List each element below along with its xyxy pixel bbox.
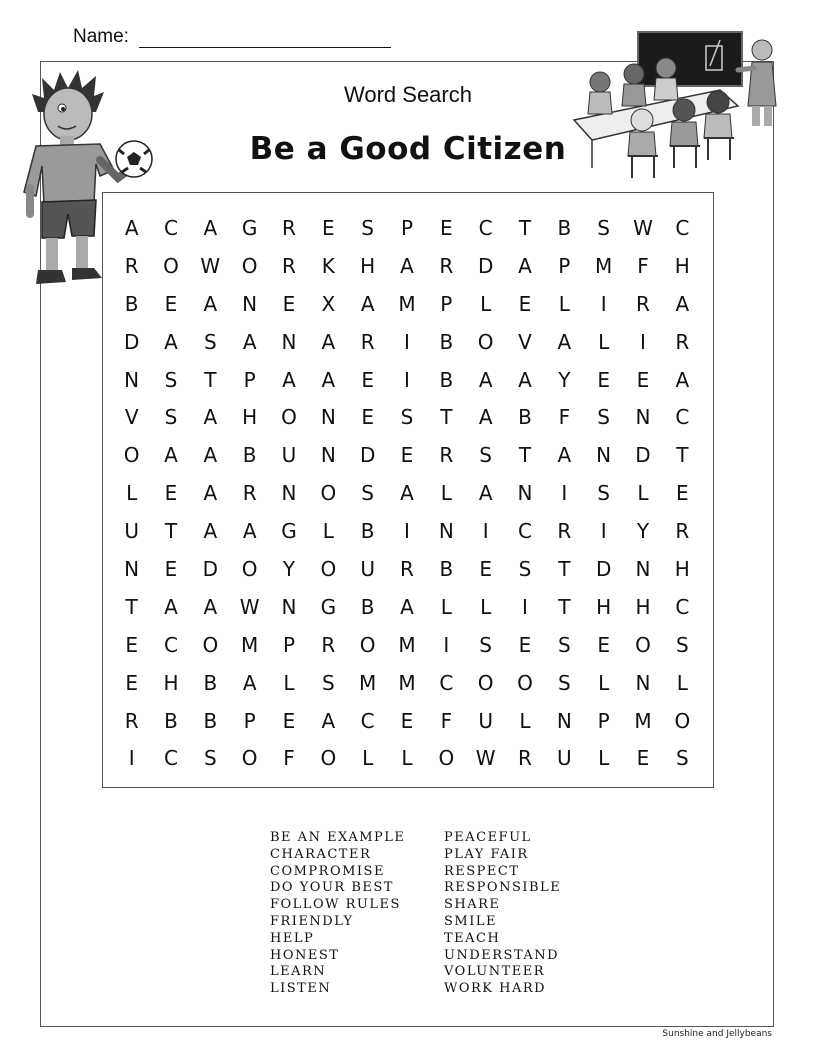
grid-letter[interactable]: T [676,443,689,468]
grid-letter[interactable]: F [283,746,295,771]
grid-letter[interactable]: L [322,519,334,544]
grid-letter[interactable]: C [360,708,375,733]
grid-letter[interactable]: R [557,519,572,544]
grid-letter[interactable]: B [360,519,375,544]
grid-letter[interactable]: R [124,708,139,733]
grid-letter[interactable]: A [282,367,296,392]
grid-letter[interactable]: C [518,519,532,544]
grid-letter[interactable]: O [241,253,258,278]
word-list-item: FOLLOW RULES [270,897,401,913]
grid-letter[interactable]: X [321,291,336,316]
grid-letter[interactable]: A [203,443,218,468]
word-list-item: PLAY FAIR [444,846,529,862]
grid-letter[interactable]: N [320,443,336,468]
grid-letter[interactable]: M [359,670,377,695]
grid-letter[interactable]: B [242,443,257,468]
credit-text: Sunshine and Jellybeans [662,1029,772,1039]
grid-letter[interactable]: A [164,329,178,354]
grid-letter[interactable]: S [597,481,610,506]
grid-letter[interactable]: S [321,670,335,695]
grid-letter[interactable]: S [164,367,178,392]
grid-letter[interactable]: E [361,405,374,430]
grid-letter[interactable]: E [125,670,138,695]
grid-letter[interactable]: U [557,746,572,771]
grid-letter[interactable]: P [558,253,571,278]
grid-letter[interactable]: O [438,746,455,771]
grid-letter[interactable]: I [404,367,410,392]
grid-letter[interactable]: S [675,746,689,771]
grid-letter[interactable]: N [438,519,454,544]
grid-letter[interactable]: I [404,519,410,544]
grid-letter[interactable]: I [600,519,607,544]
grid-letter[interactable]: B [124,291,139,316]
grid-letter[interactable]: T [164,519,178,544]
grid-letter[interactable]: L [440,594,452,619]
grid-letter[interactable]: H [163,670,179,695]
grid-letter[interactable]: I [482,519,489,544]
grid-letter[interactable]: O [320,746,337,771]
grid-letter[interactable]: A [242,670,257,695]
grid-letter[interactable]: A [124,216,139,240]
grid-letter[interactable]: U [281,443,297,468]
grid-letter[interactable]: A [518,253,532,278]
grid-letter[interactable]: G [281,519,297,544]
word-list-column-a [270,830,405,998]
grid-letter[interactable]: P [243,708,256,733]
word-list-item: UNDERSTAND [444,947,560,963]
grid-letter[interactable]: L [440,481,452,506]
grid-letter[interactable]: B [203,708,218,733]
grid-letter[interactable]: E [518,291,532,316]
grid-letter[interactable]: M [398,291,416,316]
grid-letter[interactable]: A [321,329,336,354]
grid-letter[interactable]: R [400,557,414,582]
grid-letter[interactable]: O [202,632,219,657]
grid-letter[interactable]: O [359,632,376,657]
grid-letter[interactable]: I [128,746,135,771]
grid-letter[interactable]: P [597,708,610,733]
grid-letter[interactable]: R [518,746,532,771]
grid-letter[interactable]: C [164,632,178,657]
grid-letter[interactable]: F [637,253,649,278]
grid-letter[interactable]: A [242,329,257,354]
grid-letter[interactable]: S [361,216,374,240]
grid-letter[interactable]: L [598,670,610,695]
grid-letter[interactable]: S [361,481,374,506]
grid-letter[interactable]: I [600,291,607,316]
grid-letter[interactable]: S [203,329,217,354]
grid-letter[interactable]: H [596,594,612,619]
word-list-item: RESPECT [444,863,520,879]
word-list-item: VOLUNTEER [444,964,546,980]
grid-letter[interactable]: N [281,594,297,619]
grid-letter[interactable]: Y [282,557,296,582]
grid-letter[interactable]: L [283,670,295,695]
grid-letter[interactable]: A [478,367,493,392]
grid-letter[interactable]: N [242,291,258,316]
word-list-item: FRIENDLY [270,913,354,929]
grid-letter[interactable]: V [124,405,139,430]
grid-letter[interactable]: A [164,443,178,468]
grid-letter[interactable]: C [675,405,690,430]
word-list-item: HONEST [270,947,340,963]
word-list-item: WORK HARD [444,981,547,997]
grid-letter[interactable]: R [282,216,296,240]
grid-letter[interactable]: S [557,632,571,657]
grid-letter[interactable]: P [282,632,296,657]
grid-letter[interactable]: E [479,557,492,582]
grid-letter[interactable]: C [675,216,690,240]
grid-letter[interactable]: R [675,519,690,544]
grid-letter[interactable]: Y [558,367,571,392]
grid-letter[interactable]: R [282,253,296,278]
grid-letter[interactable]: N [635,557,651,582]
grid-letter[interactable]: T [204,367,217,392]
grid-letter[interactable]: N [635,405,651,430]
grid-letter[interactable]: N [635,670,651,695]
grid-letter[interactable]: F [440,708,453,733]
grid-letter[interactable]: E [282,291,296,316]
grid-letter[interactable]: S [203,746,217,771]
name-line[interactable] [139,29,391,48]
grid-letter[interactable]: H [674,253,690,278]
grid-letter[interactable]: R [360,329,375,354]
grid-letter[interactable]: B [360,594,375,619]
grid-letter[interactable]: A [400,594,414,619]
grid-letter[interactable]: B [439,557,454,582]
grid-letter[interactable]: N [596,443,612,468]
grid-letter[interactable]: S [400,405,414,430]
word-list-item: DO YOUR BEST [270,880,394,896]
grid-letter[interactable]: H [242,405,258,430]
grid-letter[interactable]: A [321,367,336,392]
grid-letter[interactable]: S [597,216,610,240]
word-list-item: BE AN EXAMPLE [270,830,406,845]
grid-letter[interactable]: T [518,216,532,240]
grid-letter[interactable]: L [676,670,688,695]
grid-letter[interactable]: O [320,557,337,582]
grid-letter[interactable]: A [203,216,218,240]
grid-letter[interactable]: E [597,367,610,392]
grid-letter[interactable]: I [522,594,528,619]
grid-letter[interactable]: N [281,329,297,354]
grid-letter[interactable]: R [124,253,139,278]
grid-letter[interactable]: O [241,746,258,771]
letter-grid [112,210,702,778]
grid-letter[interactable]: U [124,519,139,544]
grid-letter[interactable]: E [361,367,374,392]
grid-letter[interactable]: O [674,708,691,733]
grid-letter[interactable]: S [479,632,492,657]
grid-letter[interactable]: K [321,253,335,278]
grid-letter[interactable]: Y [636,519,650,544]
grid-letter[interactable]: R [439,443,454,468]
grid-letter[interactable]: E [164,481,178,506]
grid-letter[interactable]: N [517,481,533,506]
grid-letter[interactable]: A [400,481,414,506]
grid-letter[interactable]: S [479,443,492,468]
grid-letter[interactable]: E [164,291,178,316]
word-list-item: CHARACTER [270,846,372,862]
grid-letter[interactable]: E [164,557,178,582]
grid-letter[interactable]: N [124,557,140,582]
name-field[interactable] [73,26,391,48]
grid-letter[interactable]: T [558,557,571,582]
grid-letter[interactable]: M [398,670,416,695]
grid-letter[interactable]: A [557,329,572,354]
word-list-item: SHARE [444,897,501,913]
grid-letter[interactable]: A [518,367,532,392]
grid-letter[interactable]: A [203,519,218,544]
grid-letter[interactable]: L [480,291,492,316]
grid-letter[interactable]: C [478,216,493,240]
word-list-item: SMILE [444,913,497,929]
grid-letter[interactable]: U [478,708,493,733]
grid-letter[interactable]: M [241,632,259,657]
grid-letter[interactable]: M [595,253,613,278]
grid-letter[interactable]: R [636,291,650,316]
grid-letter[interactable]: B [557,216,572,240]
grid-letter[interactable]: S [164,405,178,430]
grid-letter[interactable]: A [360,291,375,316]
grid-letter[interactable]: O [241,557,258,582]
grid-letter[interactable]: E [440,216,453,240]
grid-letter[interactable]: A [321,708,336,733]
grid-letter[interactable]: R [242,481,257,506]
grid-letter[interactable]: C [675,594,690,619]
grid-letter[interactable]: B [203,670,218,695]
grid-letter[interactable]: D [359,443,376,468]
grid-letter[interactable]: E [400,443,414,468]
grid-letter[interactable]: A [164,594,178,619]
grid-letter[interactable]: N [124,367,140,392]
grid-letter[interactable]: A [203,481,218,506]
grid-letter[interactable]: B [439,329,454,354]
grid-letter[interactable]: O [320,481,337,506]
grid-letter[interactable]: N [556,708,572,733]
grid-letter[interactable]: A [203,594,218,619]
grid-letter[interactable]: U [360,557,375,582]
grid-letter[interactable]: B [518,405,532,430]
grid-letter[interactable]: W [633,216,653,240]
grid-letter[interactable]: B [164,708,178,733]
grid-letter[interactable]: A [203,405,218,430]
grid-letter[interactable]: E [676,481,689,506]
grid-letter[interactable]: L [126,481,138,506]
word-list-item: PEACEFUL [444,830,532,845]
grid-letter[interactable]: O [163,253,179,278]
grid-letter[interactable]: O [477,329,494,354]
grid-letter[interactable]: H [674,557,690,582]
grid-letter[interactable]: G [320,594,337,619]
grid-letter[interactable]: A [478,405,493,430]
grid-letter[interactable]: L [362,746,374,771]
grid-letter[interactable]: L [598,329,610,354]
grid-letter[interactable]: H [360,253,376,278]
grid-letter[interactable]: G [241,216,258,240]
word-list-item: LEARN [270,964,327,980]
grid-letter[interactable]: E [518,632,532,657]
grid-letter[interactable]: O [123,443,140,468]
grid-letter[interactable]: P [440,291,453,316]
grid-letter[interactable]: W [200,253,221,278]
grid-letter[interactable]: S [557,670,571,695]
grid-letter[interactable]: E [597,632,610,657]
grid-letter[interactable]: D [123,329,140,354]
grid-letter[interactable]: S [675,632,689,657]
grid-letter[interactable]: L [519,708,531,733]
grid-letter[interactable]: P [400,216,414,240]
grid-letter[interactable]: C [439,670,454,695]
grid-letter[interactable]: A [478,481,493,506]
grid-letter[interactable]: A [203,291,218,316]
word-list-item: RESPONSIBLE [444,880,562,896]
grid-letter[interactable]: M [398,632,416,657]
grid-letter[interactable]: S [518,557,532,582]
grid-letter[interactable]: T [558,594,571,619]
grid-letter[interactable]: L [480,594,492,619]
grid-letter[interactable]: D [202,557,219,582]
word-list-column-b [444,830,561,998]
worksheet-subtitle: Word Search [344,82,472,107]
grid-letter[interactable]: T [440,405,453,430]
grid-letter[interactable]: I [640,329,646,354]
grid-letter[interactable]: W [239,594,260,619]
grid-letter[interactable]: C [164,746,178,771]
grid-letter[interactable]: E [636,367,650,392]
grid-letter[interactable]: I [404,329,410,354]
grid-letter[interactable]: R [321,632,336,657]
grid-letter[interactable]: R [439,253,454,278]
grid-letter[interactable]: C [164,216,178,240]
grid-letter[interactable]: T [125,594,138,619]
grid-letter[interactable]: E [636,746,650,771]
grid-letter[interactable]: E [282,708,296,733]
grid-letter[interactable]: A [557,443,572,468]
grid-letter[interactable]: P [243,367,256,392]
grid-letter[interactable]: A [675,291,690,316]
grid-letter[interactable]: D [635,443,651,468]
grid-letter[interactable]: M [634,708,652,733]
grid-letter[interactable]: H [635,594,651,619]
grid-letter[interactable]: A [675,367,690,392]
worksheet-title: Be a Good Citizen [249,131,567,167]
grid-letter[interactable]: E [322,216,335,240]
word-list-item: TEACH [444,930,501,946]
grid-letter[interactable]: T [518,443,532,468]
word-list-item: COMPROMISE [270,863,385,879]
grid-letter[interactable]: L [558,291,570,316]
grid-letter[interactable]: O [281,405,297,430]
grid-letter[interactable]: O [517,670,533,695]
grid-letter[interactable]: W [475,746,496,771]
word-list-item: LISTEN [270,981,332,997]
grid-letter[interactable]: D [595,557,612,582]
name-label: Name: [73,26,129,47]
grid-letter[interactable]: L [598,746,610,771]
grid-letter[interactable]: L [401,746,413,771]
grid-letter[interactable]: N [320,405,336,430]
grid-letter[interactable]: F [558,405,571,430]
grid-letter[interactable]: V [518,329,532,354]
grid-letter[interactable]: L [637,481,649,506]
grid-letter[interactable]: A [400,253,414,278]
grid-letter[interactable]: R [675,329,690,354]
grid-letter[interactable]: D [477,253,494,278]
grid-letter[interactable]: E [125,632,138,657]
grid-letter[interactable]: N [281,481,297,506]
grid-letter[interactable]: A [242,519,257,544]
grid-letter[interactable]: E [400,708,414,733]
grid-letter[interactable]: O [635,632,651,657]
word-list-item: HELP [270,930,315,946]
grid-letter[interactable]: B [439,367,454,392]
grid-letter[interactable]: O [477,670,494,695]
grid-letter[interactable]: S [597,405,610,430]
grid-letter[interactable]: I [561,481,568,506]
grid-letter[interactable]: I [443,632,450,657]
